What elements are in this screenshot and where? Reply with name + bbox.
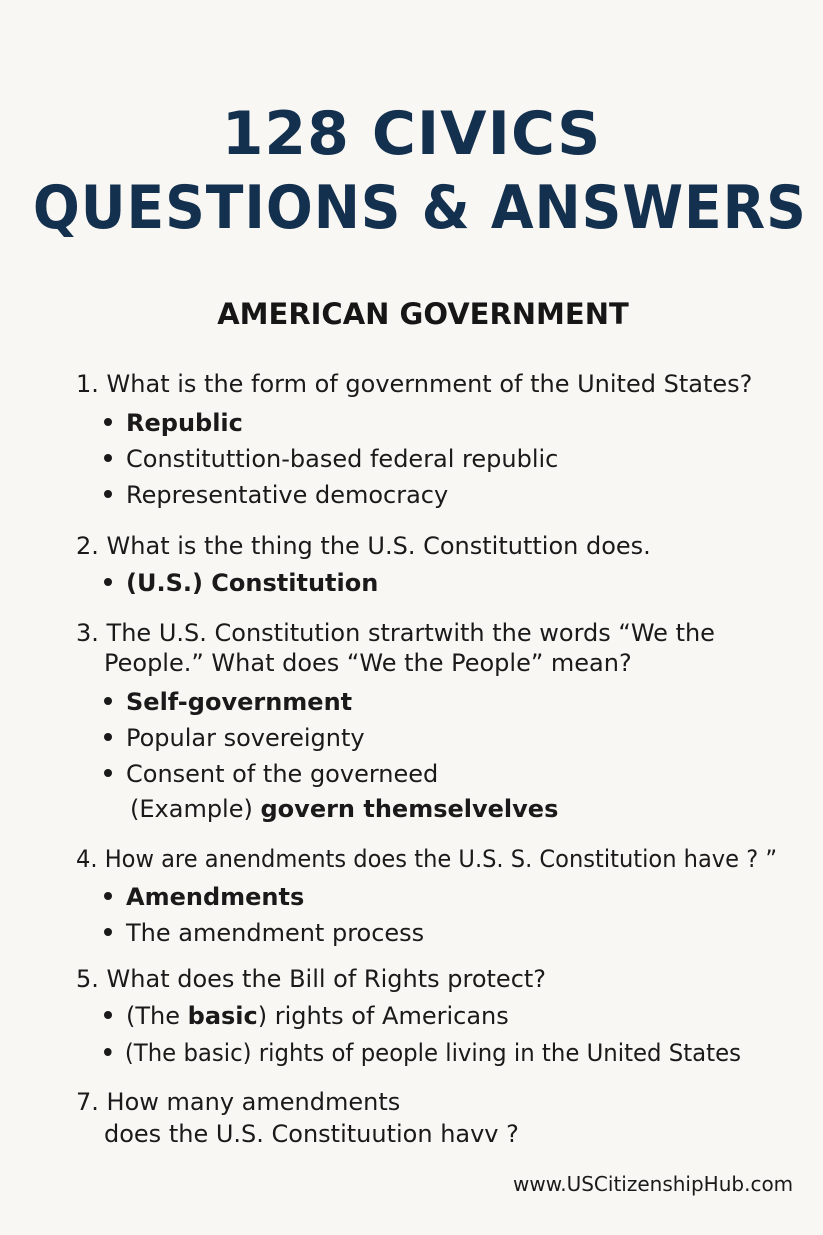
bullet-icon <box>104 769 112 777</box>
example-text: govern themselvelves <box>260 795 559 823</box>
bullet-icon <box>104 697 112 705</box>
bullet-icon <box>104 892 112 900</box>
answer-text: (U.S.) Constitution <box>126 569 379 597</box>
footer-url: www.USCitizenshipHub.com <box>513 1172 794 1196</box>
answer-item <box>104 479 448 511</box>
question-3-continued: People.” What does “We the People” mean? <box>104 649 632 677</box>
answer-text: Representative democracy <box>126 481 449 509</box>
question-text: How many amendments <box>106 1088 401 1116</box>
answer-item <box>104 722 365 754</box>
answer-text: Amendments <box>126 883 305 911</box>
title-line-2: QUESTIONS & ANSWERS <box>32 173 807 243</box>
question-text: How are anendments does the U.S. S. Constitution have ? ” <box>104 845 778 873</box>
bullet-icon <box>104 418 112 426</box>
answer-item <box>104 407 243 439</box>
bullet-icon <box>104 1048 112 1056</box>
bullet-icon <box>104 733 112 741</box>
question-number: 5. <box>76 965 99 993</box>
bullet-icon <box>104 454 112 462</box>
bullet-icon <box>104 1011 112 1019</box>
question-2 <box>76 530 651 562</box>
question-text: What does the Bill of Rights protect? <box>106 965 547 993</box>
question-7-continued: does the U.S. Constituution havv ? <box>104 1120 519 1148</box>
question-number: 7. <box>76 1088 99 1116</box>
answer-item <box>104 758 438 790</box>
question-number: 2. <box>76 532 99 560</box>
question-5 <box>76 963 546 995</box>
question-text: The U.S. Constitution strartwith the words “We the <box>106 619 715 647</box>
answer-item <box>104 686 352 718</box>
answer-text: Popular sovereignty <box>126 724 365 752</box>
answer-item <box>104 567 378 599</box>
question-7 <box>76 1086 400 1118</box>
question-3 <box>76 617 715 649</box>
bullet-icon <box>104 578 112 586</box>
question-4 <box>76 843 777 875</box>
answer-suffix: ) rights of Americans <box>257 1002 509 1030</box>
example-prefix: (Example) <box>130 795 253 823</box>
answer-prefix: (The <box>126 1002 188 1030</box>
answer-item <box>104 443 558 475</box>
answer-item <box>104 1000 509 1032</box>
bullet-icon <box>104 928 112 936</box>
answer-text: The amendment process <box>126 919 425 947</box>
answer-text: Constituttion-based federal republic <box>126 445 559 473</box>
question-text: What is the form of government of the United States? <box>106 370 753 398</box>
answer-item <box>104 881 304 913</box>
question-1 <box>76 368 752 400</box>
question-text: What is the thing the U.S. Constituttion does. <box>106 532 651 560</box>
answer-text: Self-government <box>126 688 353 716</box>
section-heading: AMERICAN GOVERNMENT <box>217 297 629 331</box>
question-number: 1. <box>76 370 99 398</box>
bullet-icon <box>104 490 112 498</box>
answer-item <box>104 1037 741 1069</box>
example-line <box>130 793 558 825</box>
title-line-1: 128 CIVICS <box>221 99 602 169</box>
answer-text: Consent of the governeed <box>126 760 439 788</box>
answer-text: Republic <box>126 409 243 437</box>
answer-bold: basic <box>187 1002 258 1030</box>
question-number: 3. <box>76 619 99 647</box>
answer-item <box>104 917 424 949</box>
answer-text: (The basic) rights of people living in the United States <box>124 1039 741 1067</box>
question-number: 4. <box>76 845 98 873</box>
